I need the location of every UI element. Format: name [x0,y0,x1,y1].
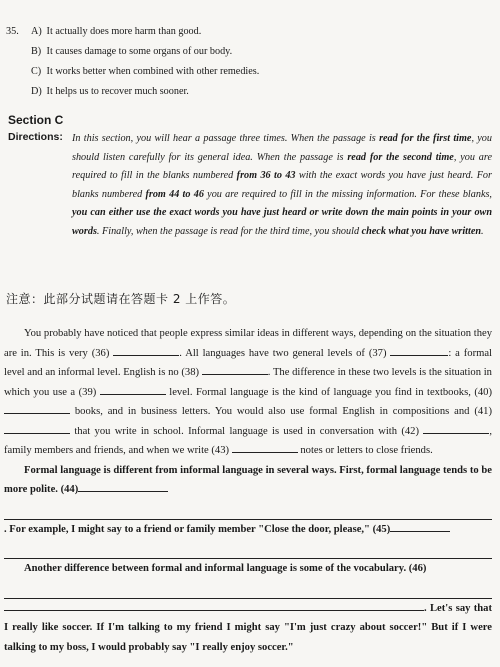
passage [4,324,492,657]
blank-42[interactable] [423,422,489,434]
blank-46[interactable] [4,599,424,611]
blank-36[interactable] [113,344,179,356]
directions-label: Directions: [8,131,63,143]
blank-39[interactable] [100,383,166,395]
question-35 [6,22,486,102]
directions-text: In this section, you will hear a passage three times. When the passage is read for the first time, you should listen carefully for its general idea. When the passage is read for the second time, you are required to fill in the blanks numbered from 36 to 43 with the exact words you have just heard. For blanks numbered from 44 to 46 you are required to fill in the missing information. For these blanks, you can either use the exact words you have just heard or write down the main points in your own words. Finally, when the passage is read for the third time, you should check what you have written. [72,133,492,237]
option-a: 35. A) It actually does more harm than good. [6,22,486,42]
blank-41[interactable] [4,422,70,434]
option-b: B) It causes damage to some organs of our body. [31,46,233,57]
question-number: 35. [6,26,19,37]
blank-37[interactable] [390,344,448,356]
paragraph-2-cont: . For example, I might say to a friend or family member "Close the door, please," (45) [4,520,492,540]
blank-38[interactable] [202,363,268,375]
paragraph-1: You probably have noticed that people express similar ideas in different ways, depending on the situation they are in. This is very (36) . All languages have two general levels of (37) : a formal level and an informal level. English is no (38) . The difference in these two levels is the situation in which you use a (39) level. Formal language is the kind of language you find in textbooks, (40) books, and in business letters. You would also use formal English in compositions and (41) that you write in school. Informal language is used in conversation with (42) , family members and friends, and when we write (43) notes or letters to close friends. [4,328,492,456]
option-c: C) It works better when combined with other remedies. [31,66,260,77]
blank-44[interactable] [78,480,168,492]
answer-line-44[interactable] [4,501,492,520]
paragraph-2: Formal language is different from informal language in several ways. First, formal language tends to be more polite. (44) [4,464,492,495]
blank-45[interactable] [390,520,450,532]
paragraph-3: Another difference between formal and informal language is some of the vocabulary. (46) [24,563,427,574]
option-d: D) It helps us to recover much sooner. [31,86,189,97]
section-title: Section C [8,113,64,127]
paragraph-3-cont: . Let's say that I really like soccer. If I'm talking to my friend I might say "I'm just crazy about soccer!" But if I were talking to my boss, I would probably say "I really enjoy soccer." [4,599,492,658]
answer-line-46[interactable] [4,580,492,599]
blank-43[interactable] [232,441,298,453]
chinese-note: 注意：此部分试题请在答题卡 2 上作答。 [6,292,236,306]
blank-40[interactable] [4,402,70,414]
answer-line-45[interactable] [4,540,492,559]
